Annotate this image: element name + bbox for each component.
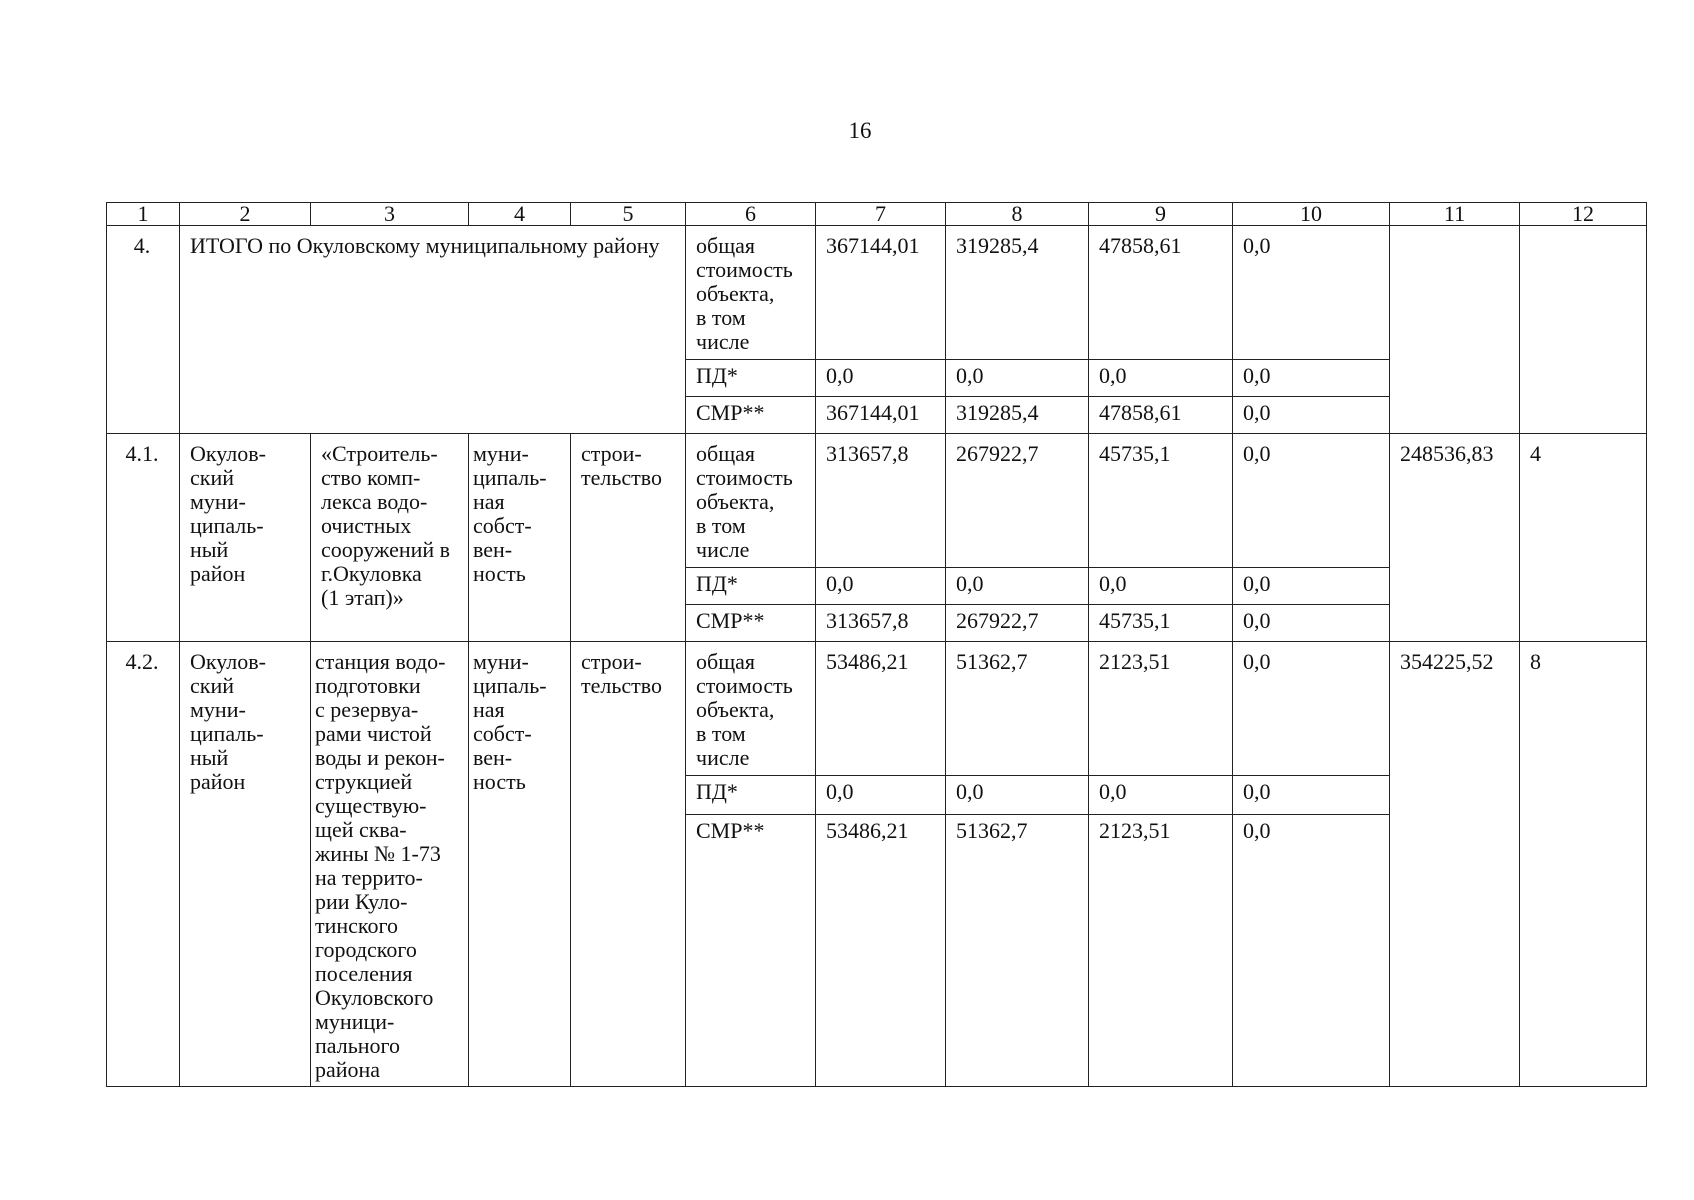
cost-label: ПД* [686,360,816,397]
cell-value: 53486,21 [816,642,946,776]
cell-value: 0,0 [816,776,946,815]
cell-value: 0,0 [1089,568,1233,605]
cell-value: 367144,01 [816,226,946,360]
cell-value: 0,0 [1233,397,1390,434]
column-number: 8 [946,203,1089,226]
cell-value: 45735,1 [1089,605,1233,642]
cell-value: 0,0 [1089,776,1233,815]
cell-value: 0,0 [1233,642,1390,776]
column-number: 2 [180,203,311,226]
cost-label: СМР** [686,605,816,642]
row-number: 4. [107,226,180,434]
cell-value: 313657,8 [816,434,946,568]
column-number: 1 [107,203,180,226]
cell-value: 2123,51 [1089,815,1233,1087]
column-number: 9 [1089,203,1233,226]
cell-value: 0,0 [1233,568,1390,605]
row-number: 4.1. [107,434,180,642]
cost-label: СМР** [686,397,816,434]
cell-value: 0,0 [1233,434,1390,568]
district-cell: Окулов- ский муни- ципаль- ный район [180,434,311,642]
ownership-cell: муни- ципаль- ная собст- вен- ность [469,642,571,1087]
cell-value: 0,0 [1089,360,1233,397]
cell-value: 0,0 [816,568,946,605]
cell-value: 53486,21 [816,815,946,1087]
cell-value: 0,0 [946,776,1089,815]
cell-value: 267922,7 [946,605,1089,642]
cell-value: 51362,7 [946,815,1089,1087]
cell-value: 45735,1 [1089,434,1233,568]
cell-value: 0,0 [816,360,946,397]
cell-value: 367144,01 [816,397,946,434]
column-number: 5 [571,203,686,226]
cell-value: 0,0 [946,568,1089,605]
cell-value: 0,0 [946,360,1089,397]
cell-value: 354225,52 [1390,642,1520,1087]
district-cell: Окулов- ский муни- ципаль- ный район [180,642,311,1087]
page-number: 16 [848,118,872,143]
cell-value: 0,0 [1233,360,1390,397]
cost-label: ПД* [686,776,816,815]
table-row [107,226,1647,360]
cost-label: ПД* [686,568,816,605]
cell-value: 319285,4 [946,397,1089,434]
cell-value: 0,0 [1233,605,1390,642]
column-number: 4 [469,203,571,226]
column-number: 7 [816,203,946,226]
cell-value: 51362,7 [946,642,1089,776]
cell-value [1520,226,1647,434]
cell-value: 0,0 [1233,815,1390,1087]
cell-value: 4 [1520,434,1647,642]
cell-value: 8 [1520,642,1647,1087]
cell-value: 0,0 [1233,776,1390,815]
column-number-row [107,203,1647,226]
column-number: 6 [686,203,816,226]
cost-label: общая стоимость объекта, в том числе [686,642,816,776]
cost-label: общая стоимость объекта, в том числе [686,226,816,360]
cost-label: общая стоимость объекта, в том числе [686,434,816,568]
object-cell: станция водо- подготовки с резервуа- рами чистой воды и рекон- струкцией существую- щей сква- жины № 1-73 на террито- рии Куло- тинского городского поселения Окуловского муници- пального района [311,642,469,1087]
cell-value: 267922,7 [946,434,1089,568]
cell-value: 319285,4 [946,226,1089,360]
cell-value: 248536,83 [1390,434,1520,642]
cell-value [1390,226,1520,434]
column-number: 12 [1520,203,1647,226]
table-row [107,642,1647,776]
cell-value: 313657,8 [816,605,946,642]
ownership-cell: муни- ципаль- ная собст- вен- ность [469,434,571,642]
column-number: 11 [1390,203,1520,226]
budget-table [106,202,1647,1087]
table-row [107,434,1647,568]
cell-value: 47858,61 [1089,397,1233,434]
work-type-cell: строи- тельство [571,642,686,1087]
work-type-cell: строи- тельство [571,434,686,642]
cost-label: СМР** [686,815,816,1087]
row-number: 4.2. [107,642,180,1087]
object-cell: «Строитель- ство комп- лекса водо- очистных сооружений в г.Окуловка (1 этап)» [311,434,469,642]
column-number: 3 [311,203,469,226]
section-title: ИТОГО по Окуловскому муниципальному району [180,226,686,434]
cell-value: 47858,61 [1089,226,1233,360]
cell-value: 0,0 [1233,226,1390,360]
column-number: 10 [1233,203,1390,226]
cell-value: 2123,51 [1089,642,1233,776]
